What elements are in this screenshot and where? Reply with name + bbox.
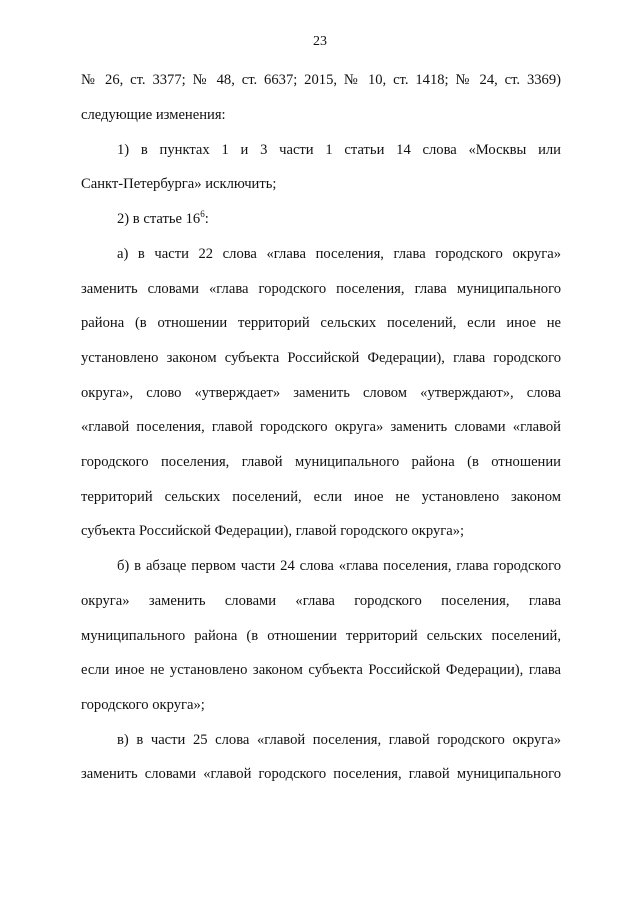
text-line: городского поселения, главой муниципального района (в отношении	[81, 454, 561, 470]
text-line: округа» заменить словами «глава городского поселения, глава	[81, 593, 561, 609]
text-line: а) в части 22 слова «глава поселения, глава городского округа»	[117, 246, 561, 262]
text-line: 1) в пунктах 1 и 3 части 1 статьи 14 слова «Москвы или	[117, 142, 561, 158]
text-line: в) в части 25 слова «главой поселения, главой городского округа»	[117, 732, 561, 748]
superscript: 6	[200, 209, 205, 219]
text-span: :	[204, 211, 209, 227]
text-line: района (в отношении территорий сельских поселений, если иное не	[81, 315, 561, 331]
text-line: № 26, ст. 3377; № 48, ст. 6637; 2015, № 10, ст. 1418; № 24, ст. 3369)	[81, 72, 561, 88]
text-line: Санкт-Петербурга» исключить;	[81, 176, 277, 192]
text-line: субъекта Российской Федерации), главой городского округа»;	[81, 523, 465, 539]
text-line: муниципального района (в отношении территорий сельских поселений,	[81, 628, 561, 644]
text-line: территорий сельских поселений, если иное не установлено законом	[81, 489, 561, 505]
text-line: если иное не установлено законом субъекта Российской Федерации), глава	[81, 662, 561, 678]
text-line: заменить словами «глава городского поселения, глава муниципального	[81, 281, 561, 297]
text-line: б) в абзаце первом части 24 слова «глава поселения, глава городского	[117, 558, 561, 574]
text-line: следующие изменения:	[81, 107, 226, 123]
page-number: 23	[313, 34, 327, 49]
text-line: городского округа»;	[81, 697, 205, 713]
text-line	[117, 210, 561, 228]
text-line: «главой поселения, главой городского округа» заменить словами «главой	[81, 419, 561, 435]
text-line: заменить словами «главой городского поселения, главой муниципального	[81, 766, 561, 782]
text-span: 2) в статье 16	[117, 211, 201, 227]
text-line: округа», слово «утверждает» заменить словом «утверждают», слова	[81, 385, 561, 401]
text-line: установлено законом субъекта Российской Федерации), глава городского	[81, 350, 561, 366]
